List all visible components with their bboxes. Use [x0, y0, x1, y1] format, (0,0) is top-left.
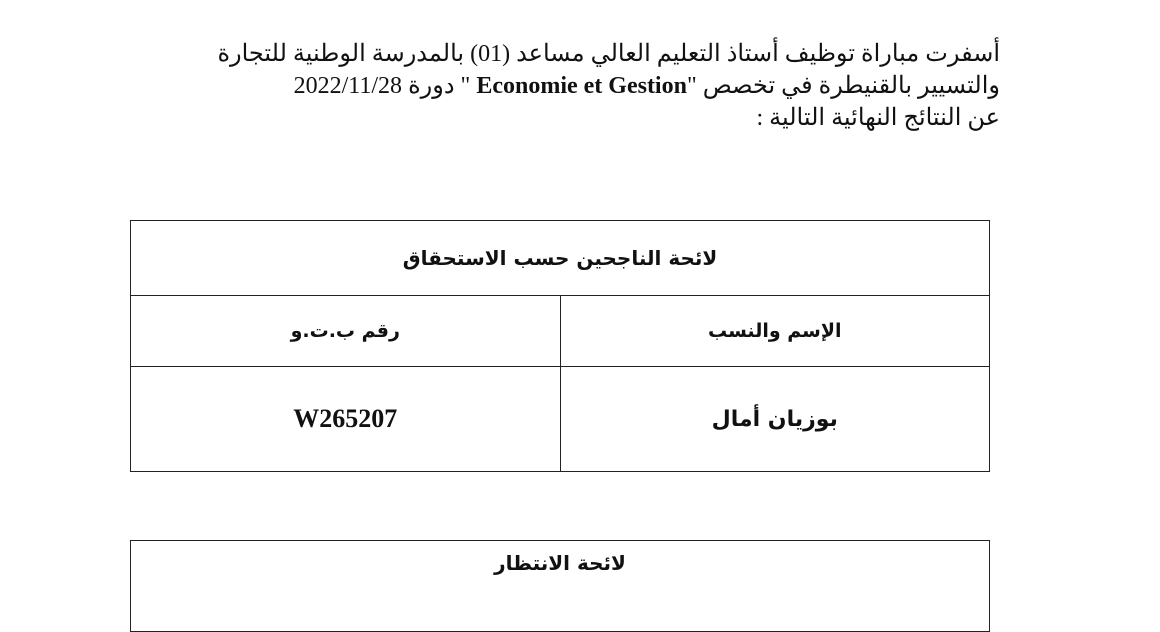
candidate-id-number-text: W265207	[293, 404, 398, 433]
announcement-line-2	[128, 70, 1000, 102]
specialty-name: Economie et Gestion	[476, 73, 687, 99]
waiting-list-title: لائحة الانتظار	[131, 541, 990, 632]
announcement-line-3: عن النتائج النهائية التالية :	[756, 105, 1000, 131]
column-header-id-number: رقم ب.ت.و	[131, 296, 561, 367]
candidate-name: بوزيان أمال	[560, 367, 990, 472]
table-row	[131, 367, 990, 472]
announcement-line-1: أسفرت مباراة توظيف أستاذ التعليم العالي مساعد (01) بالمدرسة الوطنية للتجارة	[217, 41, 1000, 67]
announcement-line-2-session: " دورة	[402, 73, 477, 99]
candidate-id-number	[131, 367, 561, 472]
announcement-line-2-start: والتسيير بالقنيطرة في تخصص "	[686, 73, 1000, 99]
waiting-list-table	[130, 540, 990, 632]
table-title-row	[131, 221, 990, 296]
column-header-name: الإسم والنسب	[560, 296, 990, 367]
merit-ranking-table	[130, 220, 990, 472]
announcement-text	[128, 38, 1000, 134]
session-date: 2022/11/28	[293, 73, 403, 99]
merit-ranking-title: لائحة الناجحين حسب الاستحقاق	[131, 221, 990, 296]
table-title-row	[131, 541, 990, 632]
table-header-row	[131, 296, 990, 367]
